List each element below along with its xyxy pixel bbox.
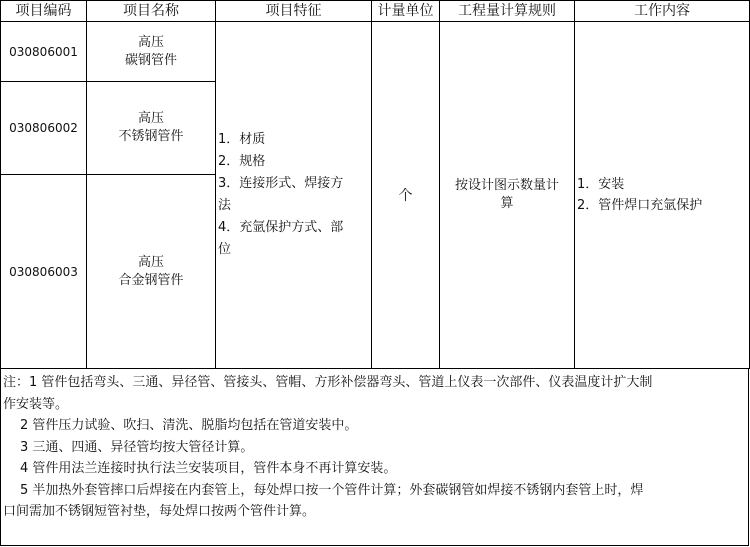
item-code: 030806003 (1, 175, 87, 369)
feature-line: 3．连接形式、焊接方 (218, 176, 344, 191)
item-name-line: 高压 (137, 254, 164, 270)
note-line: 2 管件压力试验、吹扫、清洗、脱脂均包括在管道安装中。 (20, 418, 358, 433)
feature-line: 2．规格 (218, 154, 266, 169)
header-work: 工作内容 (575, 1, 750, 22)
feature-line: 位 (218, 242, 232, 257)
note-line: 口间需加不锈钢短管衬垫，每处焊口按两个管件计算。 (3, 504, 316, 519)
item-name-line: 合金钢管件 (118, 272, 184, 288)
item-work (575, 22, 750, 369)
item-features (216, 22, 372, 369)
work-line: 2．管件焊口充氩保护 (577, 198, 703, 213)
rule-line: 算 (500, 196, 514, 211)
feature-line: 1．材质 (218, 132, 266, 147)
item-name (87, 175, 216, 369)
item-name-line: 碳钢管件 (124, 52, 177, 68)
item-name (87, 22, 216, 82)
note-line: 注：1 管件包括弯头、三通、异径管、管接头、管帽、方形补偿器弯头、管道上仪表一次部件、仪表温度计扩大制 (3, 375, 653, 390)
feature-line: 4．充氩保护方式、部 (218, 220, 344, 235)
notes-section (0, 368, 749, 546)
item-name (87, 82, 216, 175)
item-code: 030806002 (1, 82, 87, 175)
note-line: 作安装等。 (3, 396, 69, 412)
header-unit: 计量单位 (372, 1, 440, 22)
note-line: 3 三通、四通、异径管均按大管径计算。 (20, 439, 254, 455)
item-name-line: 不锈钢管件 (118, 129, 184, 144)
header-rule: 工程量计算规则 (440, 1, 575, 22)
work-line: 1．安装 (577, 177, 625, 192)
item-name-line: 高压 (137, 111, 164, 126)
item-code: 030806001 (1, 22, 87, 82)
header-name: 项目名称 (87, 1, 216, 22)
header-features: 项目特征 (216, 1, 372, 22)
item-unit: 个 (372, 22, 440, 369)
item-name-line: 高压 (137, 34, 164, 50)
header-row (1, 1, 750, 22)
item-rule (440, 22, 575, 369)
feature-line: 法 (218, 198, 232, 213)
table-row (1, 22, 750, 82)
note-line: 4 管件用法兰连接时执行法兰安装项目，管件本身不再计算安装。 (20, 461, 397, 476)
header-code: 项目编码 (1, 1, 87, 22)
note-line: 5 半加热外套管摔口后焊接在内套管上，每处焊口按一个管件计算；外套碳钢管如焊接不锈钢内套管上时，焊 (20, 482, 644, 498)
rule-line: 按设计图示数量计 (454, 178, 559, 193)
